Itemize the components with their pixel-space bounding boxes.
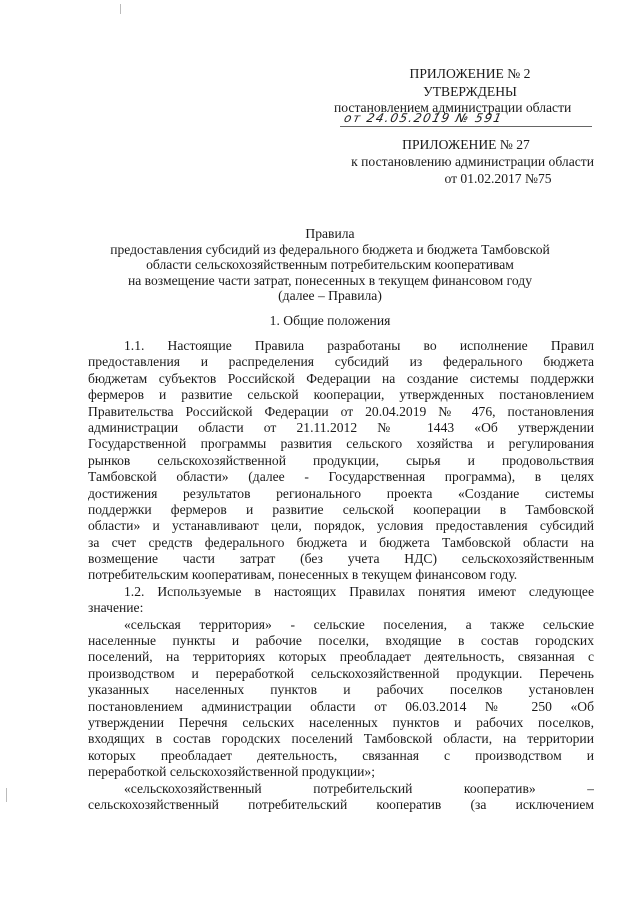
scan-mark-left [6,788,7,802]
title-line-3: области сельскохозяйственным потребительским кооперативам [146,257,514,272]
appendix-27-label: ПРИЛОЖЕНИЕ № 27 [402,137,530,152]
handwritten-date-underline [340,126,592,127]
body-line: бюджетам субъектов Российской Федерации на создание системы поддержки [88,370,594,386]
scan-mark-top [120,4,121,14]
body-line: переработкой сельскохозяйственной продукции»; [88,764,375,780]
title-line-2: предоставления субсидий из федерального бюджета и бюджета Тамбовской [110,241,550,257]
body-line: потребительским кооперативам, понесенных в текущем финансовом году. [88,567,518,583]
body-line: «сельская территория» - сельские поселения, а также сельские [124,616,594,632]
body-line: населенные пункты и рабочие поселки, входящие в состав городских [88,633,594,649]
body-line: Правительства Российской Федерации от 20.04.2019 № 476, постановления [88,403,594,419]
body-line: производством и переработкой сельскохозяйственной продукции. Перечень [88,665,594,681]
body-line: Государственной программы развития сельского хозяйства и регулирования [88,436,594,452]
body-line: достижения результатов регионального проекта «Создание системы [88,485,594,501]
body-line: 1.2. Используемые в настоящих Правилах понятия имеют следующее [124,583,594,599]
handwritten-date: от 24.05.2019 № 591 [342,111,505,125]
section-1-title: 1. Общие положения [269,313,391,328]
body-line: утверждении Перечня сельских населенных пунктов и рабочих поселков, [88,714,594,730]
body-line: которых преобладает деятельность, связанная с производством и [88,747,594,763]
body-line: входящих в состав городских поселений Тамбовской области, на территории [88,731,594,747]
document-title [80,226,580,304]
body-line: области» и устанавливают цели, порядок, условия предоставления субсидий [88,518,594,534]
body-line: «сельскохозяйственный потребительский кооператив» – [124,780,594,796]
decree-date: от 01.02.2017 №75 [444,171,552,186]
appendix-2-label: ПРИЛОЖЕНИЕ № 2 [409,66,531,81]
document-body [88,338,594,813]
body-line: Тамбовской области» (далее - Государственная программа), в целях [88,469,594,485]
body-line: указанных населенных пунктов и рабочих поселков установлен [88,682,594,698]
title-line-4: на возмещение части затрат, понесенных в текущем финансовом году [127,272,533,288]
body-line: 1.1. Настоящие Правила разработаны во исполнение Правил [124,338,594,353]
body-line: поддержки фермеров и развитие сельской кооперации в Тамбовской [88,501,594,517]
body-line: поселений, на территориях которых преобладает деятельность, связанная с [88,649,594,665]
body-line: предоставления и распределения субсидий из федерального бюджета [88,354,594,370]
to-decree-label: к постановлению администрации области [351,154,594,169]
body-line: за счет средств федерального бюджета и бюджета Тамбовской области на [88,534,594,550]
body-line: постановлением администрации области от 06.03.2014 № 250 «Об [88,698,594,714]
body-line: значение: [88,600,144,616]
body-line: фермеров и развитие сельской кооперации, утвержденных постановлением [88,387,594,403]
title-line-5: (далее – Правила) [278,288,382,303]
body-line: возмещение части затрат (без учета НДС) сельскохозяйственным [88,551,594,567]
body-line: администрации области от 21.11.2012 № 1443 «Об утверждении [88,419,594,435]
decree-label: постановлением администрации области [334,100,572,115]
approved-label: УТВЕРЖДЕНЫ [423,84,517,99]
body-line: сельскохозяйственный потребительский кооператив (за исключением [88,796,594,812]
body-line: рынков сельскохозяйственной продукции, сырья и продовольствия [88,452,594,468]
title-line-1: Правила [305,226,355,241]
